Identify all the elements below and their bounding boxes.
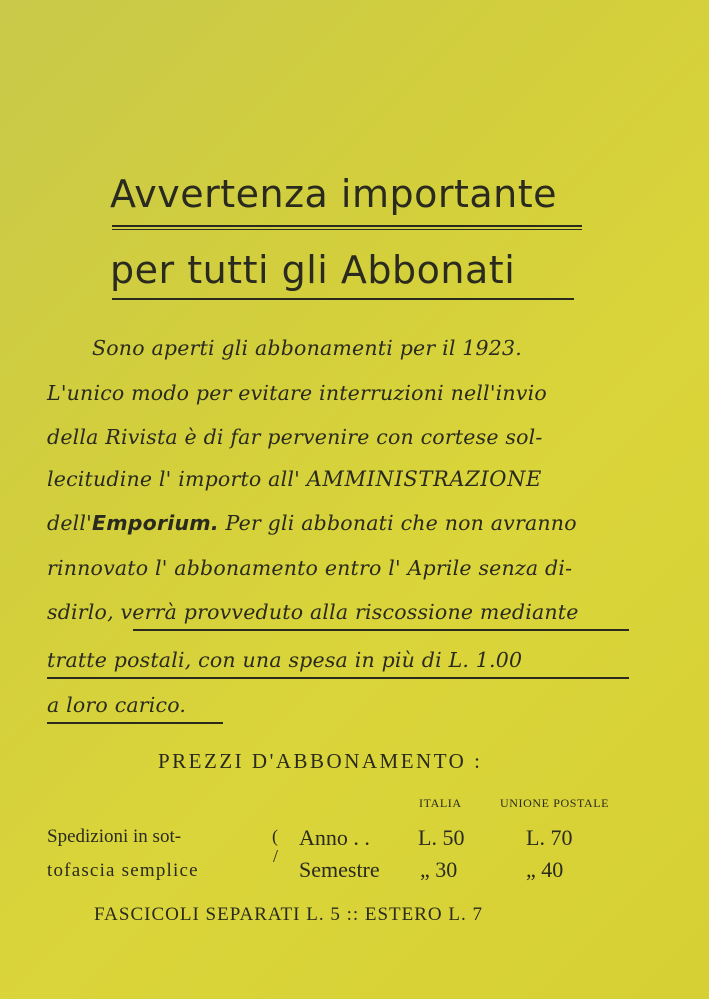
notice-line-6: rinnovato l' abbonamento entro l' Aprile senza di- — [47, 556, 573, 580]
col-header-unione-postale: UNIONE POSTALE — [500, 796, 610, 810]
notice-line-4: lecitudine l' importo all' AMMINISTRAZIONE — [47, 467, 542, 491]
title-line-1: Avvertenza importante — [110, 172, 558, 216]
notice-line-2: L'unico modo per evitare interruzioni nell'invio — [47, 381, 547, 405]
row-anno-unione: L. 70 — [526, 825, 573, 850]
amministrazione-word: AMMINISTRAZIONE — [306, 467, 542, 491]
notice-underline-9 — [47, 722, 223, 724]
row-semestre-period: Semestre — [299, 857, 380, 882]
title-line-2: per tutti gli Abbonati — [110, 248, 516, 292]
notice-line-3: della Rivista è di far pervenire con cortese sol- — [47, 425, 543, 449]
title-underline-1 — [112, 225, 582, 227]
notice-underline-7 — [133, 629, 629, 631]
row-anno-italia: L. 50 — [418, 825, 465, 850]
notice-line-9: a loro carico. — [47, 693, 187, 717]
title-underline-1b — [112, 229, 582, 230]
prices-label-2: tofascia semplice — [47, 860, 199, 881]
notice-line-8: tratte postali, con una spesa in più di L. 1.00 — [47, 648, 523, 672]
prices-heading: PREZZI D'ABBONAMENTO : — [158, 749, 483, 773]
prices-label-1: Spedizioni in sot- — [47, 826, 182, 847]
title-underline-2 — [112, 298, 574, 300]
row-anno-period: Anno . . — [299, 825, 370, 850]
row-semestre-italia: „ 30 — [420, 857, 458, 882]
col-header-italia: ITALIA — [419, 796, 462, 810]
notice-line-7: sdirlo, verrà provveduto alla riscossione mediante — [47, 600, 579, 624]
notice-line-1: Sono aperti gli abbonamenti per il 1923. — [92, 336, 522, 360]
emporium-word: Emporium. — [92, 511, 219, 535]
footer-prices: FASCICOLI SEPARATI L. 5 :: ESTERO L. 7 — [94, 904, 484, 925]
notice-line-5: dell'Emporium. Per gli abbonati che non avranno — [47, 511, 577, 535]
brace-icon: ( / — [272, 826, 279, 866]
row-semestre-unione: „ 40 — [526, 857, 564, 882]
notice-underline-8 — [47, 677, 629, 679]
